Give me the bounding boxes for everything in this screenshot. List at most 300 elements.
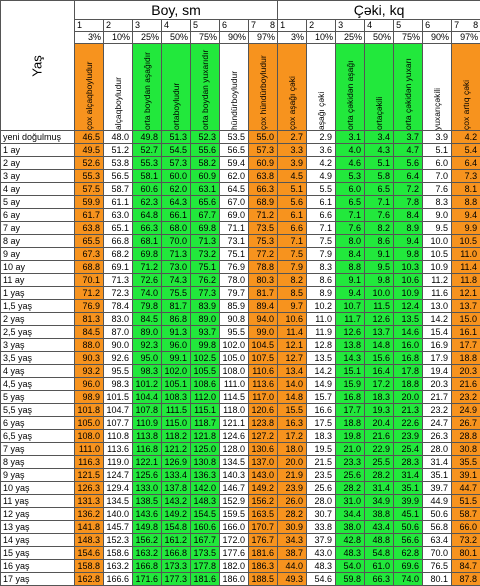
column-label bbox=[133, 44, 162, 131]
value-cell: 90.3 bbox=[75, 352, 104, 365]
column-label-text: orta boydan yuxarıdır bbox=[200, 46, 210, 130]
table-row bbox=[1, 456, 480, 469]
column-label bbox=[220, 44, 249, 131]
value-cell: 121.1 bbox=[220, 417, 249, 430]
value-cell: 14.0 bbox=[278, 378, 307, 391]
value-cell: 7.5 bbox=[278, 248, 307, 261]
age-cell: 5,5 yaş bbox=[1, 404, 75, 417]
value-cell: 52.6 bbox=[75, 157, 104, 170]
value-cell: 44.9 bbox=[423, 495, 452, 508]
value-cell: 9.8 bbox=[365, 274, 394, 287]
index-number: 1 bbox=[77, 20, 82, 30]
value-cell: 105.1 bbox=[162, 378, 191, 391]
age-cell: 5 yaş bbox=[1, 391, 75, 404]
value-cell: 66.3 bbox=[133, 222, 162, 235]
table-row bbox=[1, 209, 480, 222]
index-number: 1 bbox=[280, 20, 285, 30]
value-cell: 56.8 bbox=[423, 521, 452, 534]
value-cell: 34.9 bbox=[365, 495, 394, 508]
value-cell: 7.9 bbox=[307, 248, 336, 261]
table-row bbox=[1, 417, 480, 430]
value-cell: 105.0 bbox=[75, 417, 104, 430]
value-cell: 49.5 bbox=[75, 144, 104, 157]
table-row bbox=[1, 495, 480, 508]
value-cell: 10.0 bbox=[365, 287, 394, 300]
value-cell: 19.4 bbox=[423, 365, 452, 378]
value-cell: 8.3 bbox=[307, 261, 336, 274]
value-cell: 13.7 bbox=[452, 300, 480, 313]
value-cell: 79.7 bbox=[220, 287, 249, 300]
value-cell: 99.0 bbox=[249, 326, 278, 339]
value-cell: 75.5 bbox=[162, 287, 191, 300]
value-cell: 101.5 bbox=[104, 391, 133, 404]
value-cell: 6.1 bbox=[307, 196, 336, 209]
table-row bbox=[1, 404, 480, 417]
value-cell: 111.0 bbox=[220, 378, 249, 391]
value-cell: 11.9 bbox=[307, 326, 336, 339]
value-cell: 66.3 bbox=[365, 573, 394, 586]
age-cell: 3 yaş bbox=[1, 339, 75, 352]
table-row bbox=[1, 144, 480, 157]
value-cell: 19.5 bbox=[307, 443, 336, 456]
value-cell: 149.2 bbox=[162, 508, 191, 521]
age-header: Yaş bbox=[1, 1, 75, 131]
table-row bbox=[1, 170, 480, 183]
value-cell: 81.7 bbox=[249, 287, 278, 300]
index-cell bbox=[365, 20, 394, 32]
value-cell: 99.8 bbox=[191, 339, 220, 352]
value-cell: 44.0 bbox=[278, 560, 307, 573]
value-cell: 8.8 bbox=[336, 261, 365, 274]
value-cell: 34.3 bbox=[278, 534, 307, 547]
value-cell: 18.8 bbox=[336, 417, 365, 430]
value-cell: 99.1 bbox=[162, 352, 191, 365]
value-cell: 21.6 bbox=[365, 430, 394, 443]
value-cell: 126.9 bbox=[162, 456, 191, 469]
value-cell: 39.7 bbox=[423, 482, 452, 495]
value-cell: 16.0 bbox=[394, 339, 423, 352]
value-cell: 107.8 bbox=[133, 404, 162, 417]
column-label bbox=[104, 44, 133, 131]
table-row bbox=[1, 248, 480, 261]
value-cell: 72.6 bbox=[133, 274, 162, 287]
table-row bbox=[1, 430, 480, 443]
value-cell: 154.8 bbox=[162, 521, 191, 534]
table-row bbox=[1, 547, 480, 560]
value-cell: 5.1 bbox=[278, 183, 307, 196]
percentile-cell: 10% bbox=[307, 32, 336, 44]
value-cell: 158.6 bbox=[104, 547, 133, 560]
value-cell: 55.3 bbox=[133, 157, 162, 170]
value-cell: 21.3 bbox=[394, 404, 423, 417]
value-cell: 64.8 bbox=[133, 209, 162, 222]
value-cell: 15.4 bbox=[423, 326, 452, 339]
value-cell: 22.9 bbox=[365, 443, 394, 456]
table-row bbox=[1, 482, 480, 495]
value-cell: 137.0 bbox=[249, 456, 278, 469]
value-cell: 72.3 bbox=[104, 287, 133, 300]
value-cell: 89.0 bbox=[191, 313, 220, 326]
age-cell: 8 ay bbox=[1, 235, 75, 248]
value-cell: 81.3 bbox=[75, 313, 104, 326]
value-cell: 67.3 bbox=[75, 248, 104, 261]
value-cell: 42.8 bbox=[336, 534, 365, 547]
value-cell: 38.0 bbox=[336, 521, 365, 534]
value-cell: 145.7 bbox=[104, 521, 133, 534]
value-cell: 17.7 bbox=[336, 404, 365, 417]
column-label-text: orta çəkidən yuxarı bbox=[403, 46, 413, 130]
percentile-cell: 97% bbox=[452, 32, 480, 44]
value-cell: 25.4 bbox=[394, 443, 423, 456]
value-cell: 11.0 bbox=[307, 313, 336, 326]
value-cell: 54.6 bbox=[307, 573, 336, 586]
value-cell: 16.6 bbox=[307, 404, 336, 417]
value-cell: 10.6 bbox=[278, 313, 307, 326]
value-cell: 84.5 bbox=[133, 313, 162, 326]
value-cell: 129.4 bbox=[104, 482, 133, 495]
value-cell: 85.9 bbox=[220, 300, 249, 313]
value-cell: 124.7 bbox=[104, 469, 133, 482]
value-cell: 9.5 bbox=[365, 261, 394, 274]
value-cell: 123.8 bbox=[249, 417, 278, 430]
value-cell: 16.8 bbox=[394, 352, 423, 365]
value-cell: 92.6 bbox=[104, 352, 133, 365]
value-cell: 60.6 bbox=[133, 183, 162, 196]
value-cell: 111.0 bbox=[75, 443, 104, 456]
percentile-cell: 10% bbox=[104, 32, 133, 44]
value-cell: 63.4 bbox=[423, 534, 452, 547]
value-cell: 71.1 bbox=[220, 222, 249, 235]
value-cell: 77.3 bbox=[191, 287, 220, 300]
value-cell: 89.0 bbox=[133, 326, 162, 339]
value-cell: 78.8 bbox=[249, 261, 278, 274]
column-label-text: orta çəkidən aşağı bbox=[345, 46, 355, 130]
value-cell: 21.5 bbox=[307, 456, 336, 469]
value-cell: 124.6 bbox=[220, 430, 249, 443]
value-cell: 10.2 bbox=[307, 300, 336, 313]
value-cell: 61.0 bbox=[365, 560, 394, 573]
value-cell: 7.1 bbox=[365, 196, 394, 209]
value-cell: 61.1 bbox=[104, 196, 133, 209]
value-cell: 8.0 bbox=[336, 235, 365, 248]
value-cell: 83.0 bbox=[104, 313, 133, 326]
value-cell: 3.3 bbox=[278, 144, 307, 157]
value-cell: 4.2 bbox=[307, 157, 336, 170]
value-cell: 108.0 bbox=[75, 430, 104, 443]
column-label-text: ortaçəkili bbox=[374, 46, 384, 130]
value-cell: 136.2 bbox=[75, 508, 104, 521]
percentile-cell: 90% bbox=[220, 32, 249, 44]
value-cell: 108.3 bbox=[162, 391, 191, 404]
value-cell: 9.7 bbox=[278, 300, 307, 313]
value-cell: 13.5 bbox=[307, 352, 336, 365]
value-cell: 74.3 bbox=[162, 274, 191, 287]
value-cell: 102.0 bbox=[162, 365, 191, 378]
value-cell: 130.8 bbox=[191, 456, 220, 469]
value-cell: 76.9 bbox=[220, 261, 249, 274]
value-cell: 121.5 bbox=[75, 469, 104, 482]
value-cell: 31.4 bbox=[423, 456, 452, 469]
index-cell bbox=[220, 20, 249, 32]
value-cell: 118.7 bbox=[191, 417, 220, 430]
value-cell: 158.8 bbox=[75, 560, 104, 573]
value-cell: 19.3 bbox=[365, 404, 394, 417]
value-cell: 17.7 bbox=[452, 339, 480, 352]
value-cell: 60.0 bbox=[162, 170, 191, 183]
value-cell: 5.1 bbox=[423, 144, 452, 157]
value-cell: 8.3 bbox=[423, 196, 452, 209]
value-cell: 17.2 bbox=[365, 378, 394, 391]
index-number: 4 bbox=[164, 20, 169, 30]
value-cell: 7.6 bbox=[336, 222, 365, 235]
value-cell: 17.2 bbox=[278, 430, 307, 443]
value-cell: 58.2 bbox=[191, 157, 220, 170]
age-cell: 1,5 yaş bbox=[1, 300, 75, 313]
value-cell: 28.2 bbox=[336, 482, 365, 495]
value-cell: 7.3 bbox=[452, 170, 480, 183]
index-cell bbox=[394, 20, 423, 32]
value-cell: 2.9 bbox=[307, 131, 336, 144]
value-cell: 21.0 bbox=[336, 443, 365, 456]
value-cell: 81.7 bbox=[162, 300, 191, 313]
value-cell: 68.1 bbox=[133, 235, 162, 248]
value-cell: 12.4 bbox=[394, 300, 423, 313]
value-cell: 56.5 bbox=[104, 170, 133, 183]
value-cell: 163.5 bbox=[249, 508, 278, 521]
index-number: 2 bbox=[106, 20, 111, 30]
value-cell: 105.5 bbox=[191, 365, 220, 378]
value-cell: 75.1 bbox=[191, 261, 220, 274]
value-cell: 115.1 bbox=[191, 404, 220, 417]
value-cell: 28.0 bbox=[307, 495, 336, 508]
value-cell: 50.6 bbox=[423, 508, 452, 521]
index-cell bbox=[133, 20, 162, 32]
value-cell: 28.0 bbox=[423, 443, 452, 456]
value-cell: 11.4 bbox=[278, 326, 307, 339]
value-cell: 8.1 bbox=[452, 183, 480, 196]
table-row bbox=[1, 391, 480, 404]
value-cell: 79.8 bbox=[133, 300, 162, 313]
value-cell: 71.3 bbox=[162, 248, 191, 261]
value-cell: 43.0 bbox=[307, 547, 336, 560]
value-cell: 12.1 bbox=[278, 339, 307, 352]
value-cell: 20.0 bbox=[394, 391, 423, 404]
value-cell: 125.0 bbox=[191, 443, 220, 456]
percentile-cell: 3% bbox=[278, 32, 307, 44]
value-cell: 173.3 bbox=[162, 560, 191, 573]
column-label-text: aşağı çəki bbox=[316, 46, 326, 130]
index-cell bbox=[104, 20, 133, 32]
value-cell: 68.0 bbox=[162, 222, 191, 235]
value-cell: 66.1 bbox=[162, 209, 191, 222]
column-label bbox=[249, 44, 278, 131]
index-number: 7 bbox=[454, 20, 459, 30]
index-cell bbox=[249, 20, 278, 32]
value-cell: 107.7 bbox=[104, 417, 133, 430]
value-cell: 8.6 bbox=[365, 235, 394, 248]
value-cell: 19.8 bbox=[336, 430, 365, 443]
column-label-text: hündürboyludur bbox=[229, 46, 239, 130]
value-cell: 3.6 bbox=[307, 144, 336, 157]
table-row bbox=[1, 378, 480, 391]
value-cell: 73.0 bbox=[162, 261, 191, 274]
value-cell: 62.0 bbox=[162, 183, 191, 196]
value-cell: 115.0 bbox=[162, 417, 191, 430]
value-cell: 45.1 bbox=[394, 508, 423, 521]
value-cell: 52.7 bbox=[133, 144, 162, 157]
percentile-cell: 75% bbox=[191, 32, 220, 44]
value-cell: 160.6 bbox=[191, 521, 220, 534]
value-cell: 12.8 bbox=[307, 339, 336, 352]
value-cell: 87.8 bbox=[452, 573, 480, 586]
index-number: 5 bbox=[193, 20, 198, 30]
value-cell: 66.3 bbox=[249, 183, 278, 196]
value-cell: 170.7 bbox=[249, 521, 278, 534]
age-cell: 10 ay bbox=[1, 261, 75, 274]
value-cell: 98.9 bbox=[75, 391, 104, 404]
value-cell: 15.5 bbox=[278, 404, 307, 417]
value-cell: 5.3 bbox=[336, 170, 365, 183]
value-cell: 143.0 bbox=[249, 469, 278, 482]
column-label-text: orta boydan aşağıdır bbox=[142, 46, 152, 130]
value-cell: 119.0 bbox=[104, 456, 133, 469]
value-cell: 149.2 bbox=[249, 482, 278, 495]
table-row bbox=[1, 326, 480, 339]
value-cell: 63.8 bbox=[249, 170, 278, 183]
value-cell: 12.6 bbox=[365, 313, 394, 326]
value-cell: 18.3 bbox=[307, 430, 336, 443]
column-label bbox=[365, 44, 394, 131]
value-cell: 28.3 bbox=[394, 456, 423, 469]
value-cell: 14.2 bbox=[307, 365, 336, 378]
age-cell: 14 yaş bbox=[1, 534, 75, 547]
percentile-cell: 50% bbox=[162, 32, 191, 44]
value-cell: 69.1 bbox=[104, 261, 133, 274]
age-cell: yeni doğulmuş bbox=[1, 131, 75, 144]
value-cell: 13.5 bbox=[394, 313, 423, 326]
value-cell: 78.0 bbox=[220, 274, 249, 287]
value-cell: 108.6 bbox=[191, 378, 220, 391]
value-cell: 55.6 bbox=[191, 144, 220, 157]
value-cell: 148.3 bbox=[75, 534, 104, 547]
value-cell: 6.5 bbox=[365, 183, 394, 196]
value-cell: 55.0 bbox=[249, 131, 278, 144]
value-cell: 92.3 bbox=[133, 339, 162, 352]
value-cell: 62.3 bbox=[133, 196, 162, 209]
value-cell: 118.0 bbox=[220, 404, 249, 417]
value-cell: 3.7 bbox=[394, 131, 423, 144]
value-cell: 9.8 bbox=[394, 248, 423, 261]
table-row bbox=[1, 573, 480, 586]
value-cell: 11.2 bbox=[423, 274, 452, 287]
value-cell: 105.0 bbox=[220, 352, 249, 365]
value-cell: 6.0 bbox=[423, 157, 452, 170]
value-cell: 58.7 bbox=[104, 183, 133, 196]
value-cell: 64.5 bbox=[220, 183, 249, 196]
value-cell: 53.5 bbox=[220, 131, 249, 144]
value-cell: 28.2 bbox=[365, 469, 394, 482]
percentile-cell: 97% bbox=[249, 32, 278, 44]
table-row bbox=[1, 222, 480, 235]
value-cell: 70.0 bbox=[423, 547, 452, 560]
value-cell: 52.3 bbox=[191, 131, 220, 144]
column-label-text: ortaboyludur bbox=[171, 46, 181, 130]
table-row bbox=[1, 508, 480, 521]
value-cell: 54.8 bbox=[365, 547, 394, 560]
value-cell: 104.7 bbox=[104, 404, 133, 417]
value-cell: 46.5 bbox=[75, 131, 104, 144]
index-cell bbox=[336, 20, 365, 32]
value-cell: 24.7 bbox=[423, 417, 452, 430]
age-cell: 9 yaş bbox=[1, 469, 75, 482]
value-cell: 73.5 bbox=[249, 222, 278, 235]
value-cell: 26.0 bbox=[278, 495, 307, 508]
table-row bbox=[1, 339, 480, 352]
value-cell: 98.3 bbox=[133, 365, 162, 378]
value-cell: 86.8 bbox=[162, 313, 191, 326]
value-cell: 31.4 bbox=[365, 482, 394, 495]
value-cell: 161.2 bbox=[162, 534, 191, 547]
value-cell: 127.2 bbox=[249, 430, 278, 443]
value-cell: 71.2 bbox=[249, 209, 278, 222]
value-cell: 177.3 bbox=[162, 573, 191, 586]
value-cell: 71.2 bbox=[133, 261, 162, 274]
value-cell: 25.6 bbox=[336, 469, 365, 482]
value-cell: 10.7 bbox=[336, 300, 365, 313]
value-cell: 8.8 bbox=[452, 196, 480, 209]
index-cell bbox=[278, 20, 307, 32]
value-cell: 23.9 bbox=[278, 482, 307, 495]
value-cell: 113.8 bbox=[133, 430, 162, 443]
value-cell: 12.1 bbox=[452, 287, 480, 300]
value-cell: 94.0 bbox=[249, 313, 278, 326]
table-row bbox=[1, 274, 480, 287]
value-cell: 11.7 bbox=[336, 313, 365, 326]
value-cell: 122.1 bbox=[133, 456, 162, 469]
table-row bbox=[1, 365, 480, 378]
age-cell: 12 yaş bbox=[1, 508, 75, 521]
value-cell: 57.3 bbox=[162, 157, 191, 170]
value-cell: 141.8 bbox=[75, 521, 104, 534]
age-cell: 16 yaş bbox=[1, 560, 75, 573]
value-cell: 62.0 bbox=[220, 170, 249, 183]
value-cell: 152.9 bbox=[220, 495, 249, 508]
value-cell: 48.0 bbox=[104, 131, 133, 144]
value-cell: 11.6 bbox=[423, 287, 452, 300]
value-cell: 59.8 bbox=[336, 573, 365, 586]
value-cell: 14.8 bbox=[365, 339, 394, 352]
value-cell: 68.9 bbox=[249, 196, 278, 209]
value-cell: 80.1 bbox=[423, 573, 452, 586]
value-cell: 71.3 bbox=[191, 235, 220, 248]
value-cell: 171.6 bbox=[133, 573, 162, 586]
value-cell: 14.8 bbox=[278, 391, 307, 404]
value-cell: 77.2 bbox=[249, 248, 278, 261]
value-cell: 11.4 bbox=[452, 261, 480, 274]
value-cell: 74.0 bbox=[133, 287, 162, 300]
value-cell: 7.0 bbox=[423, 170, 452, 183]
value-cell: 15.1 bbox=[336, 365, 365, 378]
value-cell: 6.4 bbox=[394, 170, 423, 183]
age-cell: 7 yaş bbox=[1, 443, 75, 456]
percentile-cell: 50% bbox=[365, 32, 394, 44]
value-cell: 107.5 bbox=[249, 352, 278, 365]
value-cell: 25.6 bbox=[307, 482, 336, 495]
column-label bbox=[191, 44, 220, 131]
value-cell: 138.5 bbox=[133, 495, 162, 508]
value-cell: 7.2 bbox=[394, 183, 423, 196]
value-cell: 70.1 bbox=[75, 274, 104, 287]
